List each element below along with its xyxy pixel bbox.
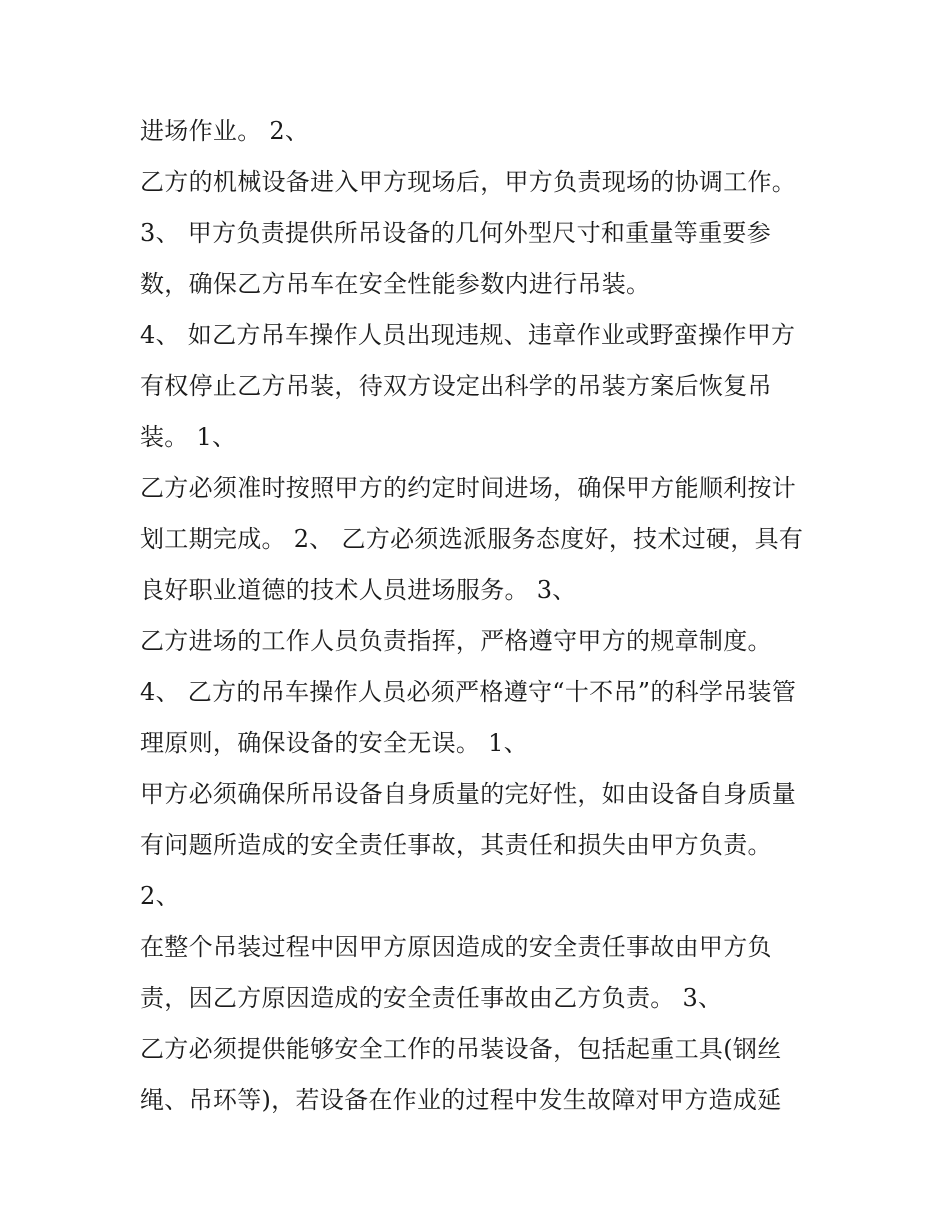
text-line: 2、 [140,882,180,910]
text-line: 数，确保乙方吊车在安全性能参数内进行吊装。 [140,270,651,298]
text-line: 4、 如乙方吊车操作人员出现违规、违章作业或野蛮操作甲方 [140,321,796,349]
document-body [140,106,820,1126]
text-line: 3、 甲方负责提供所吊设备的几何外型尺寸和重量等重要参 [140,219,771,247]
text-line: 乙方的机械设备进入甲方现场后，甲方负责现场的协调工作。 [140,168,797,196]
text-line: 有问题所造成的安全责任事故，其责任和损失由甲方负责。 [140,831,772,859]
text-line: 有权停止乙方吊装，待双方设定出科学的吊装方案后恢复吊 [140,372,772,400]
text-line: 在整个吊装过程中因甲方原因造成的安全责任事故由甲方负 [140,933,772,961]
text-line: 乙方必须准时按照甲方的约定时间进场，确保甲方能顺利按计 [140,474,797,502]
text-line: 装。 1、 [140,423,237,451]
text-line: 甲方必须确保所吊设备自身质量的完好性，如由设备自身质量 [140,780,797,808]
text-line: 4、 乙方的吊车操作人员必须严格遵守“十不吊”的科学吊装管 [140,678,797,706]
text-line: 乙方进场的工作人员负责指挥，严格遵守甲方的规章制度。 [140,627,772,655]
text-line: 乙方必须提供能够安全工作的吊装设备，包括起重工具(钢丝 [140,1035,782,1063]
text-line: 进场作业。 2、 [140,117,310,145]
text-line: 划工期完成。 2、 乙方必须选派服务态度好，技术过硬，具有 [140,525,804,553]
text-line: 理原则，确保设备的安全无误。 1、 [140,729,528,757]
text-line: 责，因乙方原因造成的安全责任事故由乙方负责。 3、 [140,984,723,1012]
text-line: 绳、吊环等)，若设备在作业的过程中发生故障对甲方造成延 [140,1086,782,1114]
text-line: 良好职业道德的技术人员进场服务。 3、 [140,576,577,604]
